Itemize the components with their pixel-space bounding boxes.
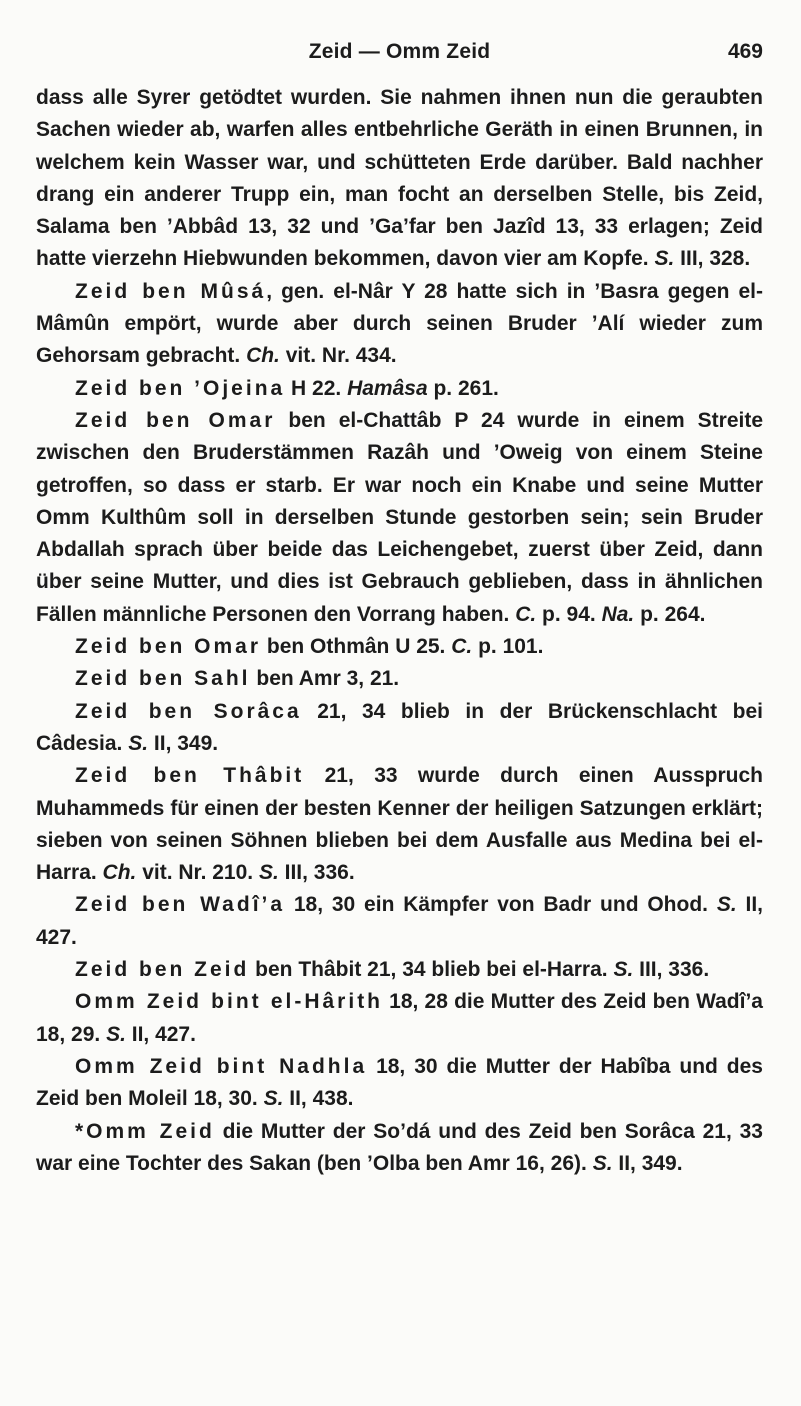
entry-text: ben Thâbit 21, 34 blieb bei el-Harra. xyxy=(249,958,614,982)
entry-zeid-ben-thabit xyxy=(36,760,763,889)
running-head xyxy=(36,40,763,74)
entry-text: p. 101. xyxy=(472,635,544,659)
source-abbreviation: S. xyxy=(592,1151,613,1175)
source-abbreviation: Na. xyxy=(601,602,635,626)
entry-headword: Zeid ben Omar xyxy=(75,635,262,659)
entry-zeid-ben-ojeina xyxy=(36,373,763,405)
entry-omm-zeid xyxy=(36,1116,763,1181)
entry-text: p. 264. xyxy=(634,602,706,626)
entry-text: III, 328. xyxy=(674,247,751,271)
body-text xyxy=(36,82,763,1180)
entry-text: ben el-Chattâb P 24 wurde in einem Streite zwischen den Bruderstämmen Razâh und ’Oweig von einem Steine getroffen, so dass er starb. Er war noch ein Knabe und seine Mutter Omm Kulthûm soll in derselben Stunde gestorben sein; sein Bruder Abdallah sprach über beide das Leichengebet, zuerst über Zeid, dann über seine Mutter, und dies ist Gebrauch geblieben, dass in ähnlichen Fällen männliche Personen den Vorrang haben. xyxy=(36,408,764,626)
entry-zeid-ben-zeid xyxy=(36,954,763,986)
entry-text: 21, 34 blieb in der Brückenschlacht bei Câdesia. xyxy=(36,699,763,755)
entry-headword: Zeid ben Sahl xyxy=(75,667,251,691)
source-abbreviation: Hamâsa xyxy=(347,376,428,400)
source-abbreviation: S. xyxy=(716,893,737,917)
entry-text: ben Othmân U 25. xyxy=(261,635,452,659)
source-abbreviation: S. xyxy=(258,861,279,885)
entry-text: p. 94. xyxy=(536,602,602,626)
source-abbreviation: S. xyxy=(613,958,634,982)
entry-text: III, 336. xyxy=(633,958,710,982)
source-abbreviation: Ch. xyxy=(246,344,280,368)
entry-headword: Omm Zeid bint el-Hârith xyxy=(75,990,384,1014)
entry-text: H 22. xyxy=(285,376,348,400)
entry-zeid-ben-omar-chattab xyxy=(36,405,763,631)
paragraph-continuation xyxy=(36,82,763,276)
entry-text: p. 261. xyxy=(427,376,499,400)
entry-text: II, 427. xyxy=(36,893,763,949)
entry-headword: Zeid ben Omar xyxy=(75,408,276,432)
entry-text: III, 336. xyxy=(278,861,355,885)
source-abbreviation: Ch. xyxy=(102,861,137,885)
entry-text: 18, 30 die Mutter der Habîba und des Zeid ben Moleil 18, 30. xyxy=(36,1054,763,1111)
entry-text: 21, 33 wurde durch einen Ausspruch Muhammeds für einen der besten Kenner der heiligen Satzungen erklärt; sieben von seinen Söhnen blieben bei dem Ausfalle aus Medina bei el-Harra. xyxy=(36,764,763,885)
entry-headword: Zeid ben ’Ojeina xyxy=(75,376,286,400)
entry-text: II, 438. xyxy=(283,1087,354,1111)
entry-zeid-ben-musa xyxy=(36,276,763,373)
page-number: 469 xyxy=(727,40,763,63)
entry-text: , gen. el-Nâr Y 28 hatte sich in ’Basra gegen el-Mâmûn empört, wurde aber durch seinen Bruder ’Alí wieder zum Gehorsam gebracht. xyxy=(36,279,763,368)
source-abbreviation: S. xyxy=(263,1087,284,1111)
entry-headword: *Omm Zeid xyxy=(75,1119,215,1143)
entry-omm-zeid-bint-el-harith xyxy=(36,986,763,1051)
entry-headword: Zeid ben Mûsá xyxy=(75,279,267,303)
running-title: Zeid — Omm Zeid xyxy=(308,40,491,63)
source-abbreviation: S. xyxy=(654,247,675,271)
entry-text: vit. Nr. 434. xyxy=(279,344,397,368)
source-abbreviation: C. xyxy=(515,602,537,626)
entry-text: die Mutter der So’dá und des Zeid ben Sorâca 21, 33 war eine Tochter des Sakan (ben ’Olba ben Amr 16, 26). xyxy=(36,1119,763,1175)
entry-text: 18, 28 die Mutter des Zeid ben Wadî’a 18, 29. xyxy=(36,990,763,1046)
source-abbreviation: S. xyxy=(128,731,149,755)
entry-text: vit. Nr. 210. xyxy=(136,861,259,885)
entry-text: ben Amr 3, 21. xyxy=(250,667,400,691)
entry-zeid-ben-sahl xyxy=(36,663,763,695)
entry-text: 18, 30 ein Kämpfer von Badr und Ohod. xyxy=(285,893,717,917)
entry-text: II, 349. xyxy=(148,731,219,755)
entry-text: II, 427. xyxy=(125,1022,196,1046)
entry-omm-zeid-bint-nadhla xyxy=(36,1051,763,1116)
entry-headword: Zeid ben Zeid xyxy=(75,958,250,982)
entry-headword: Zeid ben Sorâca xyxy=(75,699,302,723)
entry-headword: Zeid ben Wadî’a xyxy=(75,893,286,917)
source-abbreviation: S. xyxy=(106,1022,126,1046)
entry-headword: Omm Zeid bint Nadhla xyxy=(75,1054,368,1078)
entry-text: II, 349. xyxy=(612,1151,683,1175)
source-abbreviation: C. xyxy=(451,635,473,659)
entry-zeid-ben-soraca xyxy=(36,696,763,761)
entry-text: dass alle Syrer getödtet wurden. Sie nahmen ihnen nun die geraubten Sachen wieder ab, warfen alles entbehrliche Geräth in einen Brunnen, in welchem kein Wasser war, und schütteten Erde darüber. Bald nachher drang ein anderer Trupp ein, man focht an derselben Stelle, bis Zeid, Salama ben ’Abbâd 13, 32 und ’Ga’far ben Jazîd 13, 33 erlagen; Zeid hatte vierzehn Hiebwunden bekommen, davon vier am Kopfe. xyxy=(36,86,763,271)
entry-headword: Zeid ben Thâbit xyxy=(75,764,305,788)
entry-zeid-ben-omar-othman xyxy=(36,631,763,663)
entry-zeid-ben-wadia xyxy=(36,889,763,954)
